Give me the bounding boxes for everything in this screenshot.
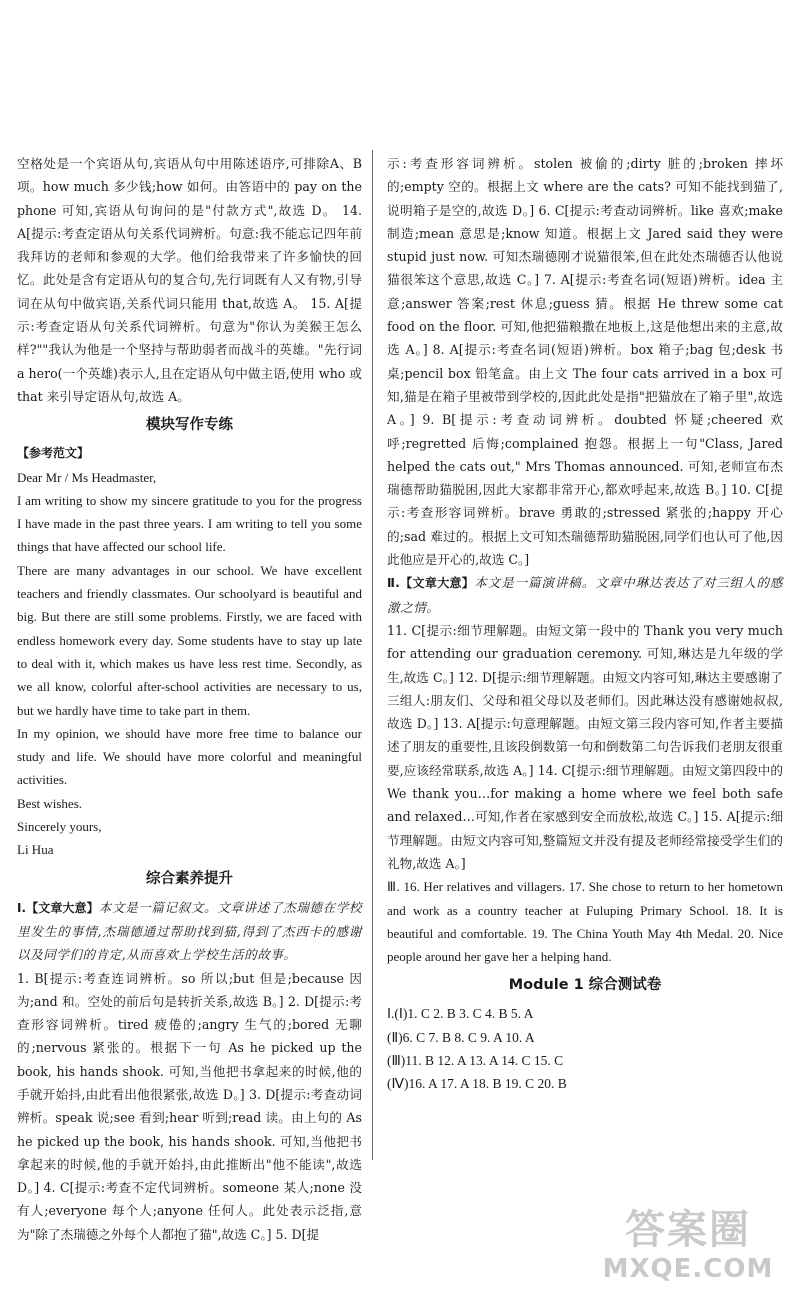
- section-2-summary: [387, 571, 783, 619]
- sample-essay-label: 【参考范文】: [17, 446, 90, 461]
- answer-para-left-1: 空格处是一个宾语从句,宾语从句中用陈述语序,可排除A、B项。how much 多少钱;how 如何。由答语中的 pay on the phone 可知,宾语从句询问的是"付款方式",故选 D。 14. A[提示:考查定语从句关系代词辨析。句意:我不能忘记四年前我拜访的老师和参观的大学。他们给我带来了许多愉快的回忆。此处是含有定语从句的复合句,先行词既有人又有物,引导词在从句中做宾语,关系代词只能用 that,故选 A。 15. A[提示:考查定语从句关系代词辨析。句意为"你认为美猴王怎么样?""我认为他是一个坚持与帮助弱者而战斗的英雄。"先行词 a hero(一个英雄)表示人,且在定语从句中做主语,使用 who 或 that 来引导定语从句,故选 A。: [17, 156, 362, 404]
- essay-closing: Best wishes.: [17, 795, 82, 811]
- section-1-answers: 1. B[提示:考查连词辨析。so 所以;but 但是;because 因为;and 和。空处的前后句是转折关系,故选 B。] 2. D[提示:考查形容词辨析。tired 疲倦的;angry 生气的;bored 无聊的;nervous 紧张的。根据下一句 As he picked up the book, his hands shook. 可知,当他把书拿起来的时候,他的手就开始抖,由此看出他很紧张,故选 D。] 3. D[提示:考查动词辨析。speak 说;see 看到;hear 听到;read 读。由上句的 As he picked up the book, his hands shook. 可知,当他把书拿起来的时候,他的手就开始抖,由此推断出"他不能读",故选 D。] 4. C[提示:考查不定代词辨析。someone 某人;none 没有人;everyone 每个人;anyone 任何人。此处表示泛指,意为"除了杰瑞德之外每个人都抱了猫",故选 C。] 5. D[提: [17, 970, 362, 1242]
- left-column: [17, 152, 362, 1246]
- section-2-intro: 本文是一篇演讲稿。文章中琳达表达了对三组人的感激之情。: [387, 575, 783, 615]
- watermark-url: MXQE.COM: [602, 1254, 774, 1284]
- essay-salutation: Dear Mr / Ms Headmaster,: [17, 469, 157, 485]
- right-column: [387, 152, 783, 1096]
- module-test-title: Module 1 综合测试卷: [508, 977, 662, 994]
- section-1-summary: [17, 896, 362, 967]
- watermark-logo: 答案圈: [625, 1207, 751, 1253]
- answer-row-2: (Ⅱ)6. C 7. B 8. C 9. A 10. A: [387, 1029, 535, 1045]
- essay-paragraph-1: I am writing to show my sincere gratitude to you for the progress I have made in the past three years. I am writing to tell you some things that have affected our school life.: [17, 492, 362, 555]
- site-watermark: [588, 1206, 788, 1296]
- answer-para-right-1: 示:考查形容词辨析。stolen 被偷的;dirty 脏的;broken 摔坏的;empty 空的。根据上文 where are the cats? 可知不能找到猫了,说明箱子是空的,故选 D。] 6. C[提示:考查动词辨析。like 喜欢;make 制造;mean 意思是;know 知道。根据上文 Jared said they were stupid just now. 可知杰瑞德刚才说猫很笨,但在此处杰瑞德否认他说猫很笨这个意思,故选 C。] 7. A[提示:考查名词(短语)辨析。idea 主意;answer 答案;rest 休息;guess 猜。根据 He threw some cat food on the floor. 可知,他把猫粮撒在地板上,这是他想出来的主意,故选 A。] 8. A[提示:考查名词(短语)辨析。box 箱子;bag 包;desk 书桌;pencil box 铅笔盒。由上文 The four cats arrived in a box 可知,猫是在箱子里被带到学校的,因此此处是指"把猫放在了箱子里",故选 A。] 9. B[提示:考查动词辨析。doubted 怀疑;cheered 欢呼;regretted 后悔;complained 抱怨。根据上一句"Class, Jared helped the cats out," Mrs Thomas announced. 可知,老师宣布杰瑞德帮助猫脱困,因此大家都非常开心,都欢呼起来,故选 B。] 10. C[提示:考查形容词辨析。brave 勇敢的;stressed 紧张的;happy 开心的;sad 难过的。根据上文可知杰瑞德帮助猫脱困,同学们也认可了他,因此他应是开心的,故选 C。]: [387, 156, 783, 568]
- section-2-answers: 11. C[提示:细节理解题。由短文第一段中的 Thank you very much for attending our graduation ceremony. 可知,琳达是九年级的学生,故选 C。] 12. D[提示:细节理解题。由短文内容可知,琳达主要感谢了三组人:朋友们、父母和祖父母以及老师们。因此琳达没有感谢她叔叔,故选 D。] 13. A[提示:句意理解题。由短文第三段内容可知,作者主要描述了朋友的重要性,且该段倒数第一句和倒数第二句告诉我们老朋友很重要,应该经常联系,故选 A。] 14. C[提示:细节理解题。由短文第四段中的 We thank you…for making a home where we feel both safe and relaxed…可知,作者在家感到安全而放松,故选 C。] 15. A[提示:细节理解题。由短文内容可知,整篇短文并没有提及老师经常接受学生们的礼物,故选 A。]: [387, 622, 783, 871]
- answer-row-3: (Ⅲ)11. B 12. A 13. A 14. C 15. C: [387, 1052, 564, 1068]
- column-divider: [372, 150, 373, 1160]
- section-1-label: Ⅰ.【文章大意】: [17, 900, 99, 915]
- essay-signoff: Sincerely yours,: [17, 819, 102, 835]
- essay-paragraph-3: In my opinion, we should have more free time to balance our study and life. We should have more colorful and meaningful activities.: [17, 725, 362, 788]
- section-3-answers: Ⅲ. 16. Her relatives and villagers. 17. She chose to return to her hometown and work as a country teacher at Fuluping Primary School. 18. It is beautiful and comfortable. 19. The China Youth May 4th Medal. 20. Nice people around her gave her a helping hand.: [387, 879, 783, 965]
- essay-signature: Li Hua: [17, 842, 54, 858]
- section-1-intro: 本文是一篇记叙文。文章讲述了杰瑞德在学校里发生的事情,杰瑞德通过帮助找到猫,得到了杰西卡的感谢以及同学们的肯定,从而喜欢上学校生活的故事。: [17, 899, 363, 963]
- answer-row-4: (Ⅳ)16. A 17. A 18. B 19. C 20. B: [387, 1076, 567, 1092]
- writing-section-title: 模块写作专练: [146, 417, 233, 434]
- section-2-label: Ⅱ.【文章大意】: [387, 576, 475, 591]
- essay-paragraph-2: There are many advantages in our school. We have excellent teachers and friendly classmates. Our schoolyard is beautiful and big. But there are still some problems. Firstly, we are faced with endless homework every day. Some students have to stay up late to deal with it, which makes us have less rest time. Secondly, as we all know, colorful after-school activities are necessary to us, but we hardly have time to take part in them.: [17, 562, 362, 718]
- answer-row-1: Ⅰ.(Ⅰ)1. C 2. B 3. C 4. B 5. A: [387, 1006, 534, 1022]
- comprehensive-section-title: 综合素养提升: [146, 870, 233, 887]
